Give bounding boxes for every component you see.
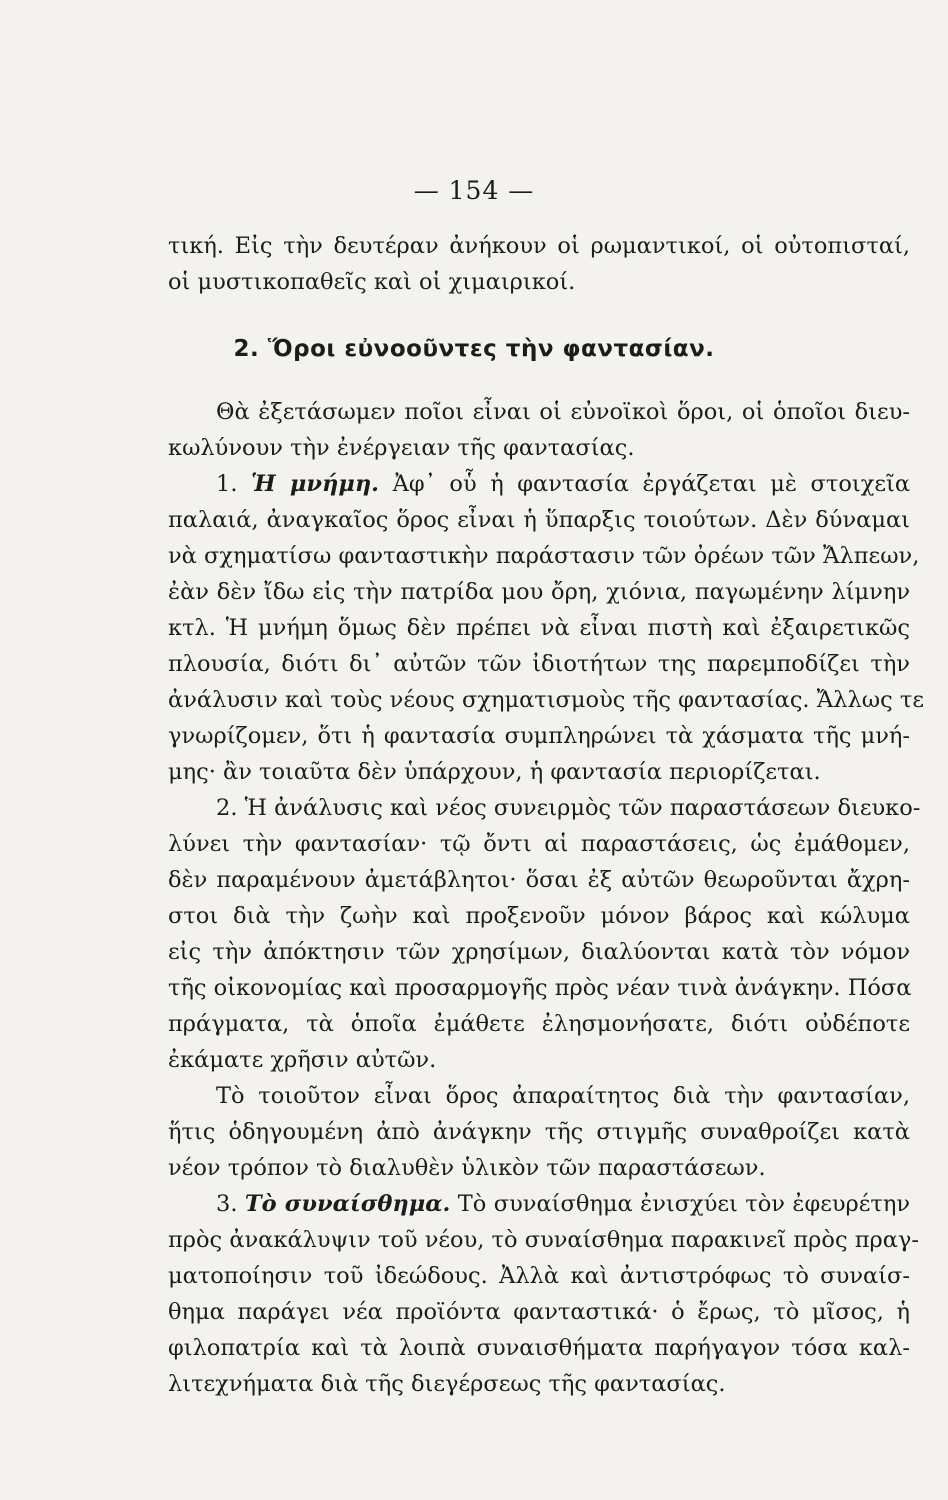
text-line: θημα παράγει νέα προϊόντα φανταστικά· ὁ ἔρως, τὸ μῖσος, ἡ [168, 1299, 910, 1325]
section-body [168, 394, 924, 1402]
page-number: — 154 — [413, 176, 535, 205]
section-heading: 2. Ὅροι εὐνοοῦντες τὴν φαντασίαν. [233, 336, 715, 362]
text-line: κωλύνουν τὴν ἐνέργειαν τῆς φαντασίας. [168, 435, 635, 461]
text-line: γνωρίζομεν, ὅτι ἡ φαντασία συμπληρώνει τὰ χάσματα τῆς μνή- [168, 723, 910, 749]
text-line: ματοποίησιν τοῦ ἰδεώδους. Ἀλλὰ καὶ ἀντιστρόφως τὸ συναίσ- [168, 1263, 910, 1289]
text-line: λιτεχνήματα διὰ τῆς διεγέρσεως τῆς φαντασίας. [168, 1371, 726, 1397]
item-title-memory: Ἡ μνήμη. [251, 471, 380, 497]
item-first-text: Τὸ συναίσθημα ἐνισχύει τὸν ἐφευρέτην [457, 1191, 911, 1217]
text-line: πράγματα, τὰ ὁποῖα ἐμάθετε ἐλησμονήσατε, διότι οὐδέποτε [168, 1011, 910, 1037]
text-line: δὲν παραμένουν ἀμετάβλητοι· ὅσαι ἐξ αὐτῶν θεωροῦνται ἄχρη- [168, 867, 910, 893]
text-line: νέον τρόπον τὸ διαλυθὲν ὑλικὸν τῶν παραστάσεων. [168, 1155, 766, 1181]
text-line: ἐὰν δὲν ἴδω εἰς τὴν πατρίδα μου ὄρη, χιόνια, παγωμένην λίμνην [168, 579, 910, 605]
text-line: κτλ. Ἡ μνήμη ὅμως δὲν πρέπει νὰ εἶναι πιστὴ καὶ ἐξαιρετικῶς [168, 615, 910, 641]
text-line: τική. Εἰς τὴν δευτέραν ἀνήκουν οἱ ρωμαντικοί, οἱ οὐτοπισταί, [168, 233, 910, 259]
item-title-feeling: Τὸ συναίσθημα. [244, 1191, 451, 1217]
paragraph-continuation [168, 228, 910, 300]
text-line: οἱ μυστικοπαθεῖς καὶ οἱ χιμαιρικοί. [168, 269, 576, 295]
item-number: 3. [216, 1191, 238, 1217]
text-line: λύνει τὴν φαντασίαν· τῷ ὄντι αἱ παραστάσεις, ὡς ἐμάθομεν, [168, 831, 910, 857]
text-line: Τὸ τοιοῦτον εἶναι ὅρος ἀπαραίτητος διὰ τὴν φαντασίαν, [216, 1083, 910, 1109]
text-line: εἰς τὴν ἀπόκτησιν τῶν χρησίμων, διαλύονται κατὰ τὸν νόμον [168, 939, 910, 965]
text-line: 2. Ἡ ἀνάλυσις καὶ νέος συνειρμὸς τῶν παραστάσεων διευκο- [216, 795, 921, 821]
text-line: πρὸς ἀνακάλυψιν τοῦ νέου, τὸ συναίσθημα παρακινεῖ πρὸς πραγ- [168, 1227, 919, 1253]
item-feeling-heading-line [168, 1186, 910, 1222]
text-line: Θὰ ἐξετάσωμεν ποῖοι εἶναι οἱ εὐνοϊκοὶ ὅροι, οἱ ὁποῖοι διευ- [216, 399, 910, 425]
text-line: ἀνάλυσιν καὶ τοὺς νέους σχηματισμοὺς τῆς φαντασίας. Ἄλλως τε [168, 687, 924, 713]
text-line: μης· ἂν τοιαῦτα δὲν ὑπάρχουν, ἡ φαντασία περιορίζεται. [168, 759, 821, 785]
text-line: ἥτις ὁδηγουμένη ἀπὸ ἀνάγκην τῆς στιγμῆς συναθροίζει κατὰ [168, 1119, 910, 1145]
text-line: στοι διὰ τὴν ζωὴν καὶ προξενοῦν μόνον βάρος καὶ κώλυμα [168, 903, 910, 929]
text-line: τῆς οἰκονομίας καὶ προσαρμογῆς πρὸς νέαν τινὰ ἀνάγκην. Πόσα [168, 975, 912, 1001]
text-line: παλαιά, ἀναγκαῖος ὅρος εἶναι ἡ ὕπαρξις τοιούτων. Δὲν δύναμαι [168, 507, 910, 533]
text-line: νὰ σχηματίσω φανταστικὴν παράστασιν τῶν ὀρέων τῶν Ἄλπεων, [168, 543, 920, 569]
text-line: φιλοπατρία καὶ τὰ λοιπὰ συναισθήματα παρήγαγον τόσα καλ- [168, 1335, 910, 1361]
text-line: πλουσία, διότι δι᾽ αὐτῶν τῶν ἰδιοτήτων της παρεμποδίζει τὴν [168, 651, 910, 677]
item-memory-heading-line [168, 466, 910, 502]
text-line: ἐκάματε χρῆσιν αὐτῶν. [168, 1047, 437, 1073]
item-number: 1. [216, 471, 238, 497]
item-first-text: Ἀφ᾽ οὗ ἡ φαντασία ἐργάζεται μὲ στοιχεῖα [392, 471, 911, 497]
